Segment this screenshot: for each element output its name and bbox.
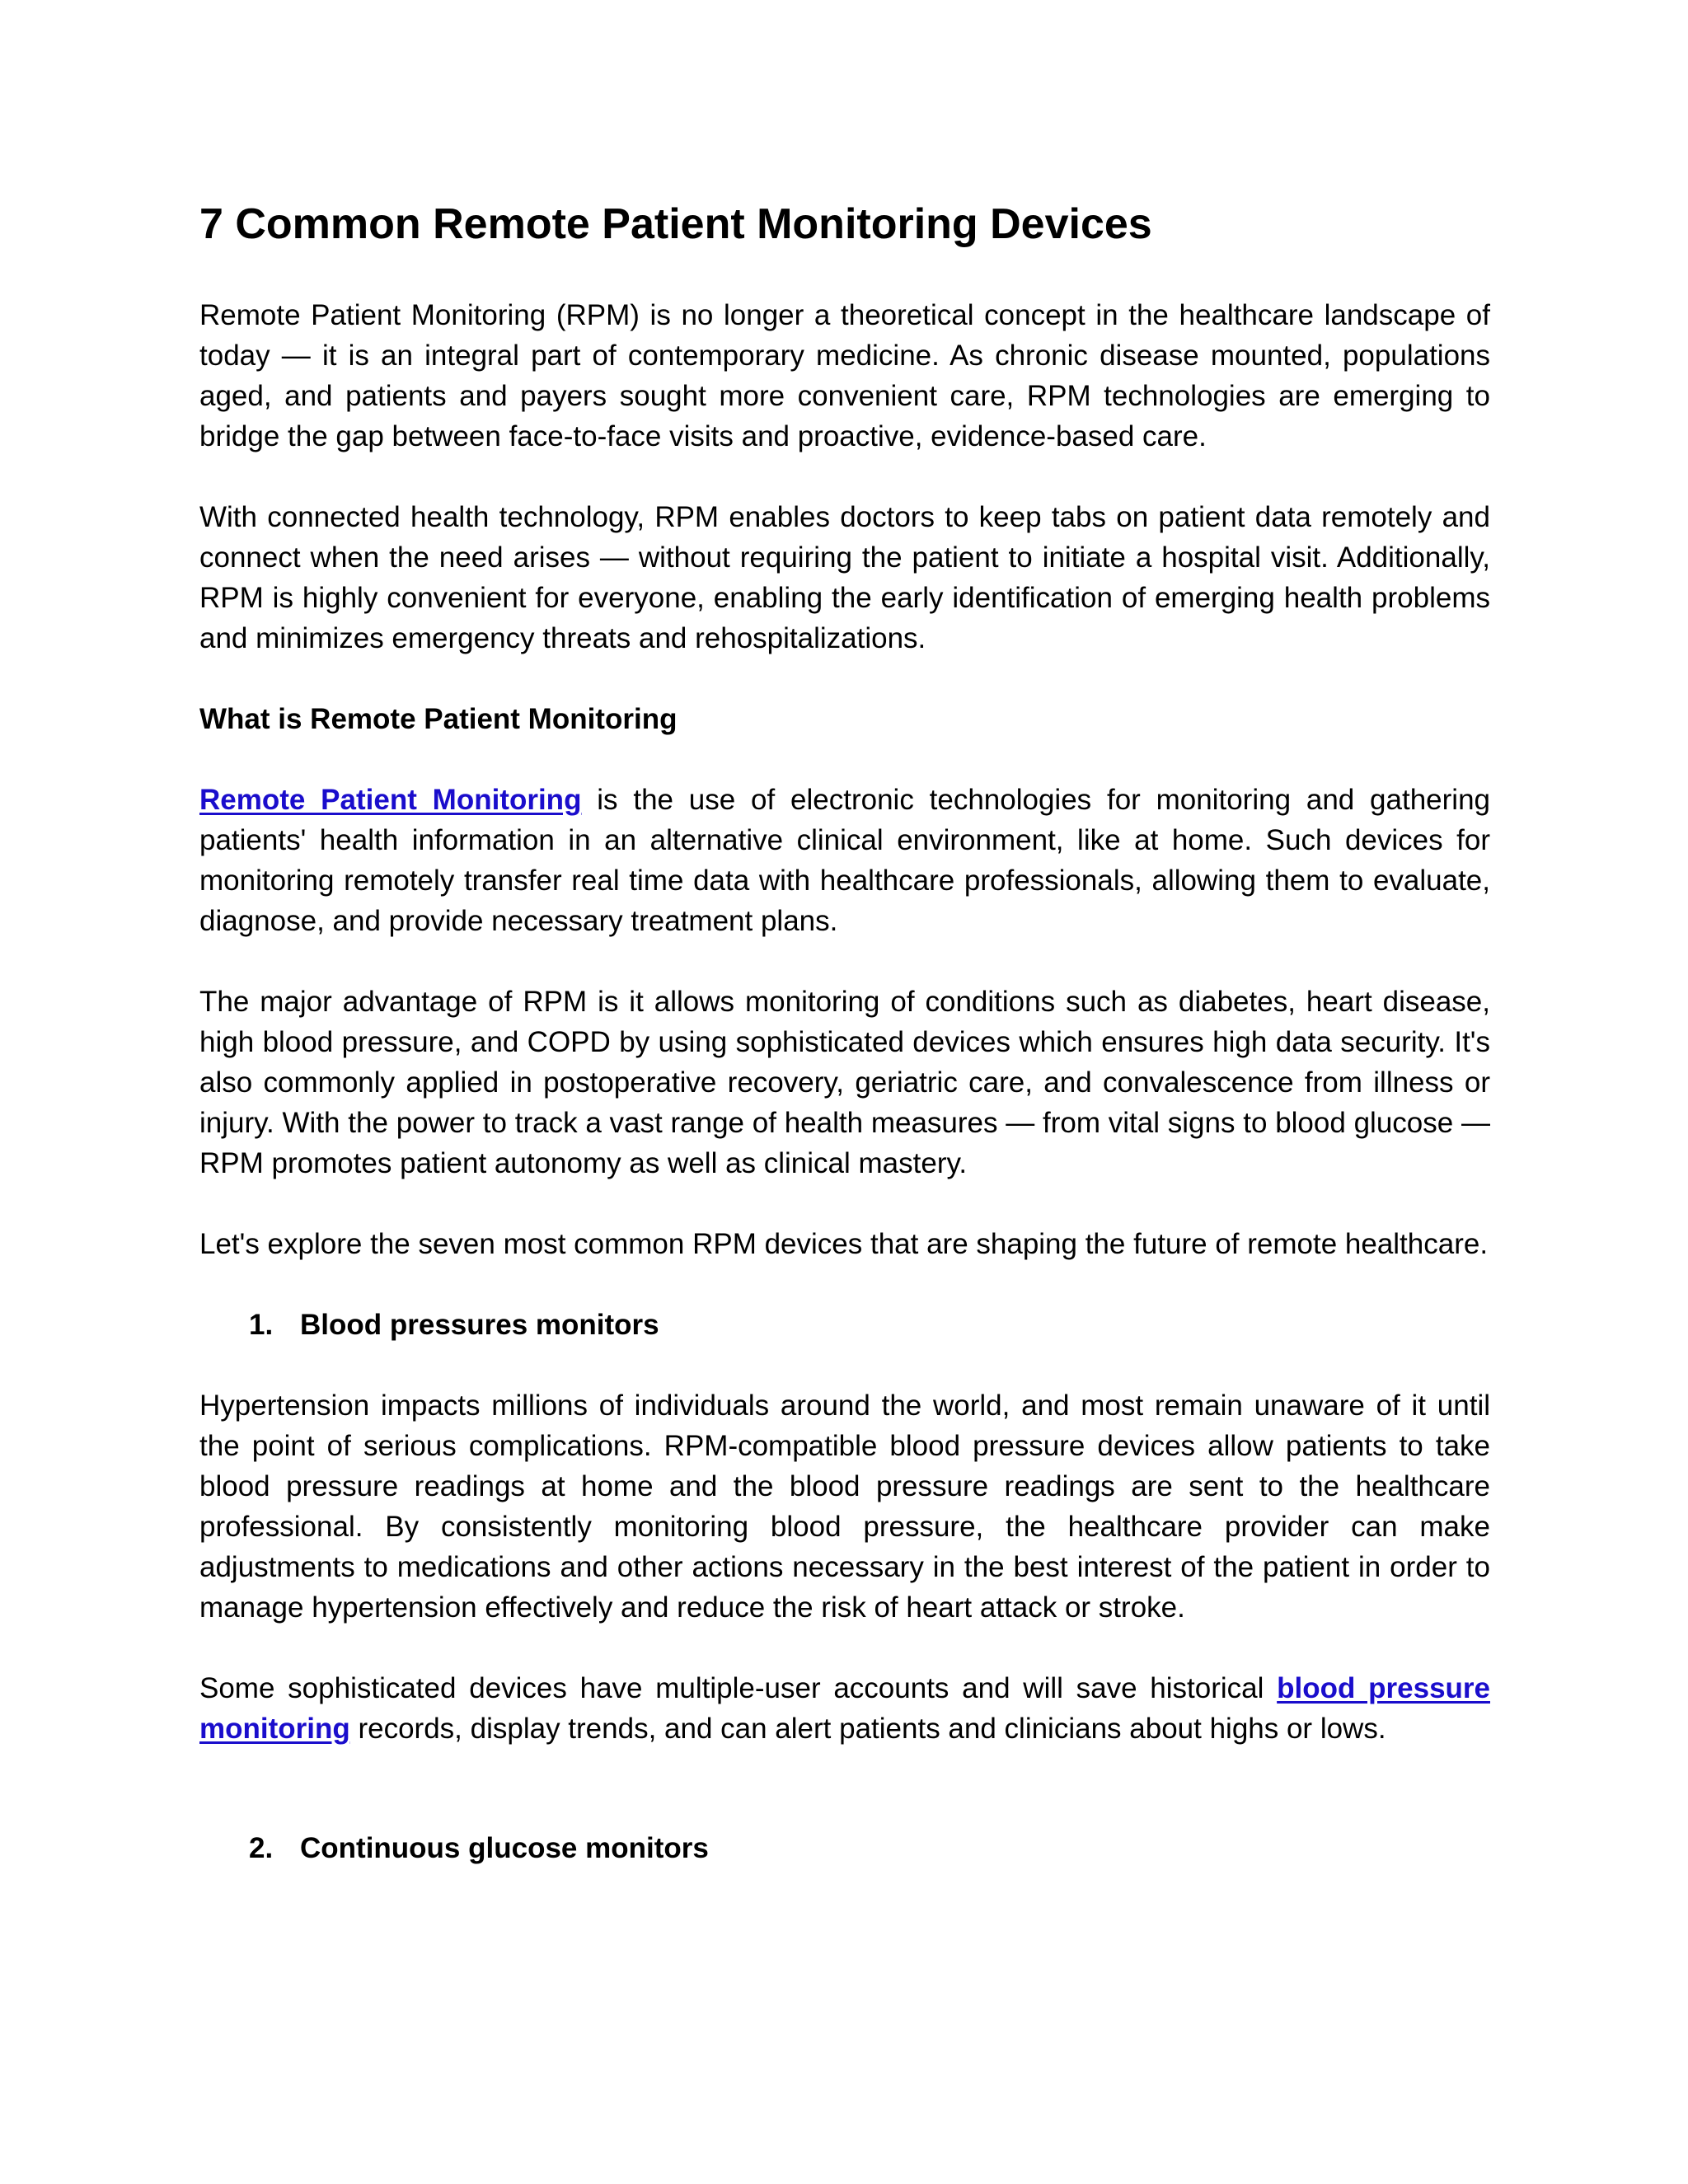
bp-devices-paragraph xyxy=(199,1668,1490,1749)
remote-patient-monitoring-link[interactable]: Remote Patient Monitoring xyxy=(199,784,582,816)
blood-pressure-paragraph: Hypertension impacts millions of individuals around the world, and most remain unaware of it until the point of serious complications. RPM-compatible blood pressure devices allow patients to take blood pressure readings at home and the blood pressure readings are sent to the healthcare professional. By consistently monitoring blood pressure, the healthcare provider can make adjustments to medications and other actions necessary in the best interest of the patient in order to manage hypertension effectively and reduce the risk of heart attack or stroke. xyxy=(199,1390,1490,1624)
intro-paragraph-1: Remote Patient Monitoring (RPM) is no longer a theoretical concept in the healthcare landscape of today — it is an integral part of contemporary medicine. As chronic disease mounted, populations aged, and patients and payers sought more convenient care, RPM technologies are emerging to bridge the gap between face-to-face visits and proactive, evidence-based care. xyxy=(199,299,1490,452)
intro-paragraph-2: With connected health technology, RPM enables doctors to keep tabs on patient data remotely and connect when the need arises — without requiring the patient to initiate a hospital visit. Additionally, RPM is highly convenient for everyone, enabling the early identification of emerging health problems and minimizes emergency threats and rehospitalizations. xyxy=(199,501,1490,654)
list-label: Blood pressures monitors xyxy=(300,1309,659,1341)
advantage-paragraph: The major advantage of RPM is it allows monitoring of conditions such as diabetes, heart disease, high blood pressure, and COPD by using sophisticated devices which ensures high data security. It's also commonly applied in postoperative recovery, geriatric care, and convalescence from illness or injury. With the power to track a vast range of health measures — from vital signs to blood glucose — RPM promotes patient autonomy as well as clinical mastery. xyxy=(199,986,1490,1179)
list-label: Continuous glucose monitors xyxy=(300,1832,709,1864)
bp-devices-tail: records, display trends, and can alert patients and clinicians about highs or lows. xyxy=(349,1713,1386,1745)
list-item-blood-pressure xyxy=(199,1305,1490,1345)
explore-paragraph: Let's explore the seven most common RPM devices that are shaping the future of remote healthcare. xyxy=(199,1228,1489,1260)
document-title: 7 Common Remote Patient Monitoring Devices xyxy=(199,200,1152,248)
list-number: 2. xyxy=(249,1832,274,1864)
list-item-glucose xyxy=(199,1828,1490,1868)
section-heading: What is Remote Patient Monitoring xyxy=(199,703,678,735)
blood-pressure-monitoring-link[interactable]: blood pressure monitoring xyxy=(199,1672,1490,1745)
list-number: 1. xyxy=(249,1309,274,1341)
definition-paragraph xyxy=(199,780,1490,941)
definition-text: is the use of electronic technologies for monitoring and gathering patients' health information in an alternative clinical environment, like at home. Such devices for monitoring remotely transfer real time data with healthcare professionals, allowing them to evaluate, diagnose, and provide necessary treatment plans. xyxy=(199,784,1491,937)
document-body xyxy=(199,194,1490,1868)
bp-devices-text: Some sophisticated devices have multiple-user accounts and will save historical xyxy=(199,1672,1278,1704)
